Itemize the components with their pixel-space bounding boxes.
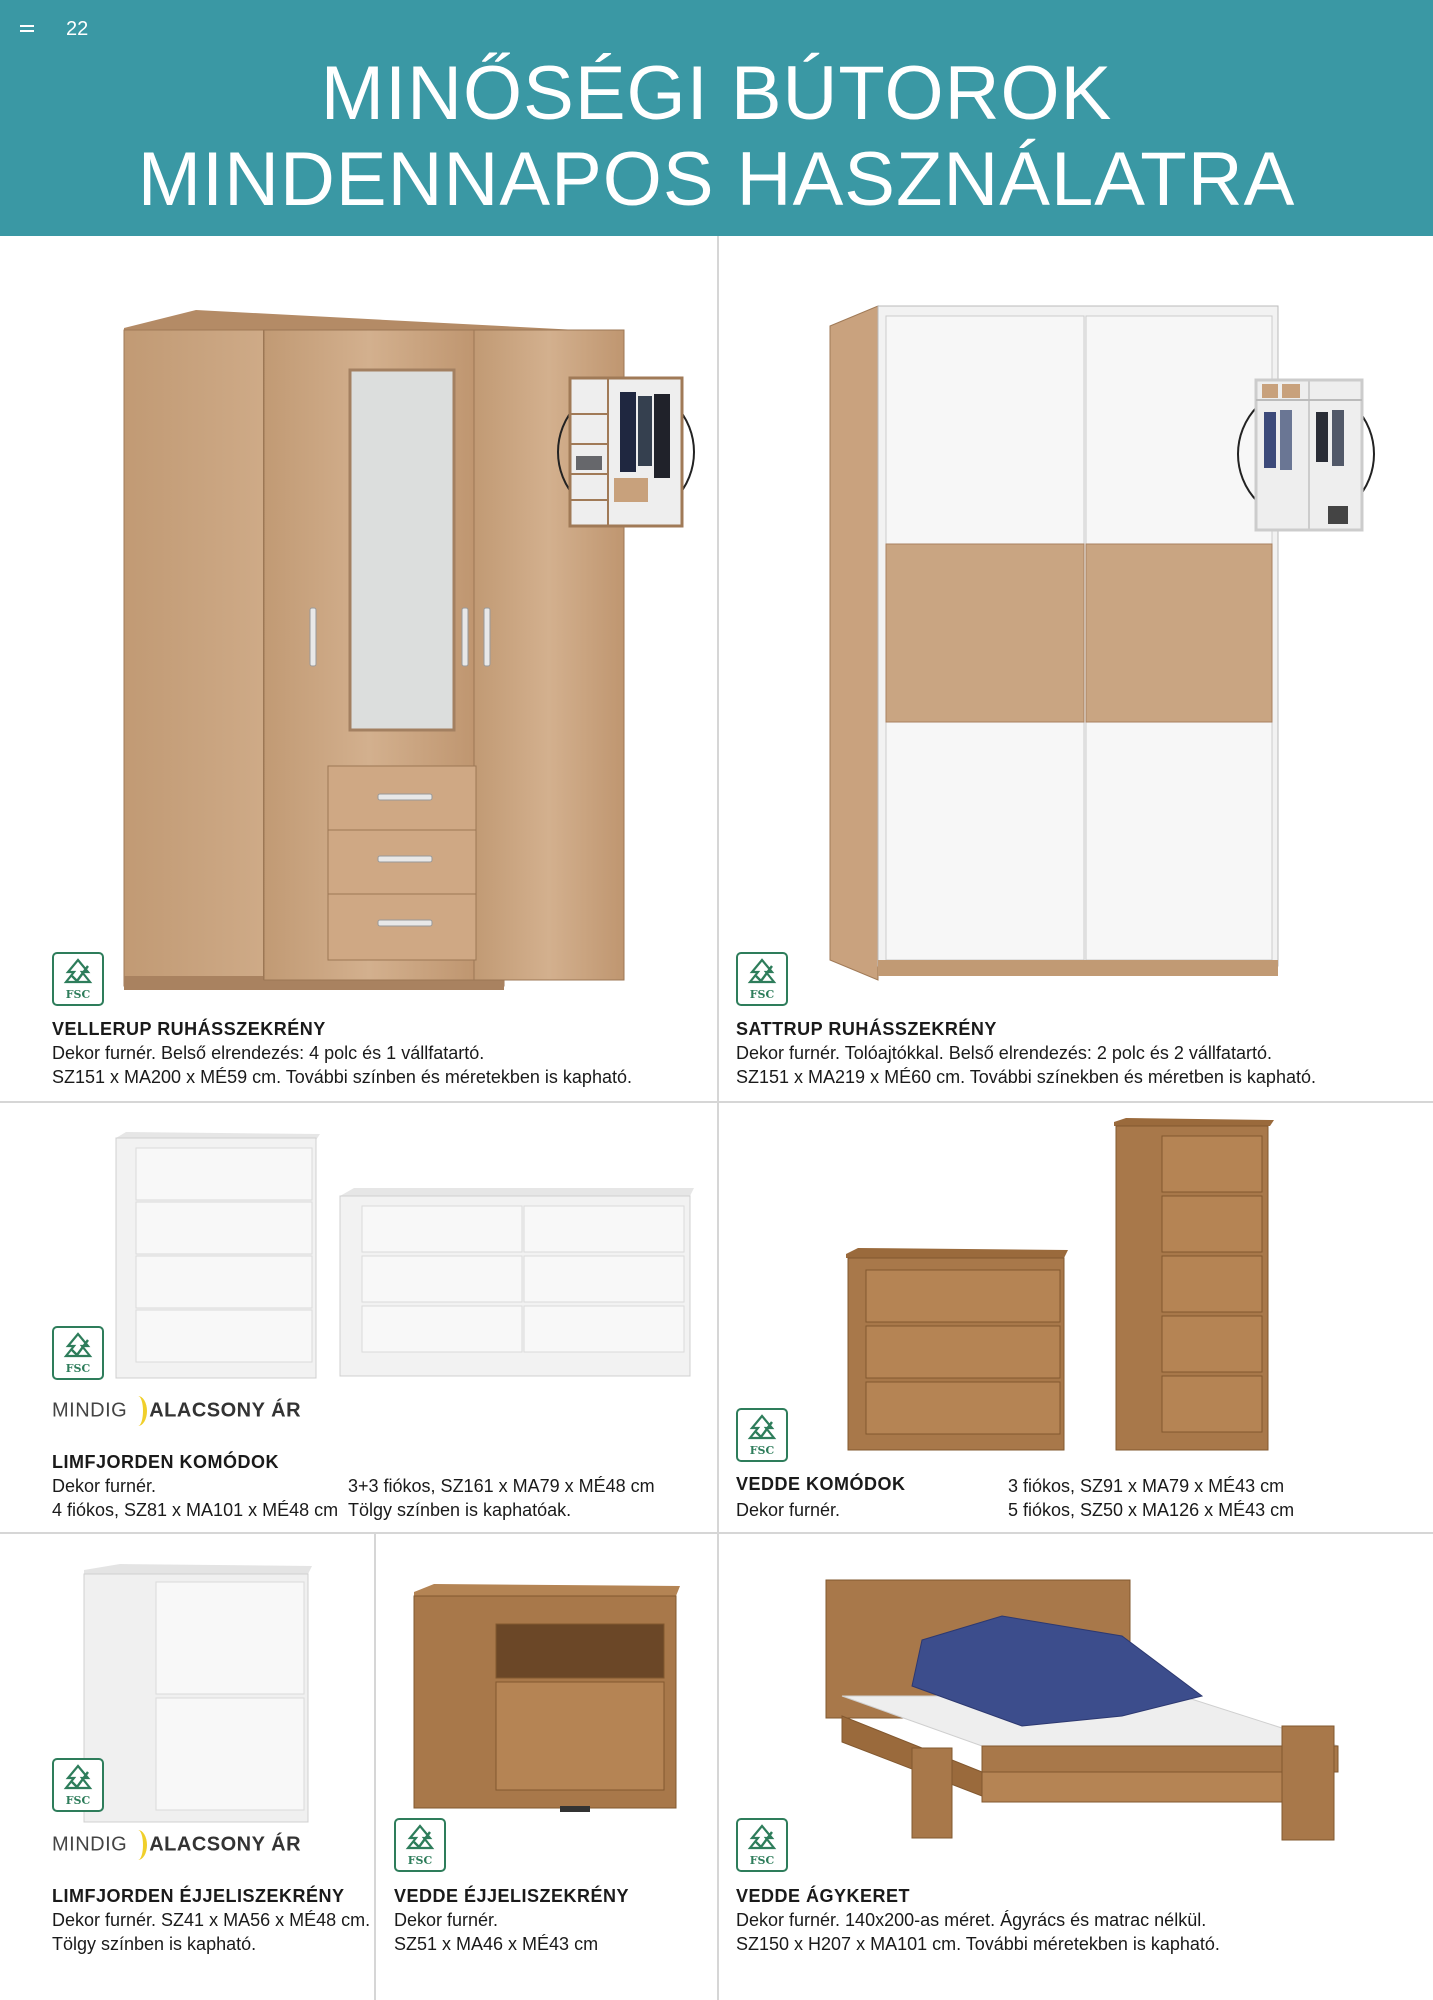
tree-check-icon (62, 1332, 94, 1362)
product-desc-vedde-agykeret-2: SZ150 x H207 x MA101 cm. További méretekben is kapható. (736, 1934, 1220, 1954)
fsc-logo-vellerup: FSC (52, 952, 104, 1006)
limfjorden-dresser-4-drawer-image (112, 1132, 324, 1382)
product-desc-limfjorden-ejjeli-2: Tölgy színben is kapható. (52, 1934, 257, 1954)
product-desc-vellerup-2: SZ151 x MA200 x MÉ59 cm. További színben és méretekben is kapható. (52, 1067, 632, 1087)
fsc-logo-vedde-komodok: FSC (736, 1408, 788, 1462)
product-desc-vedde-komodok-1: Dekor furnér. (736, 1500, 841, 1520)
mindig-alacsony-ar-badge-2: MINDIG ALACSONY ÁR (52, 1830, 301, 1860)
tree-check-icon (746, 1414, 778, 1444)
limfjorden-nightstand-image (80, 1564, 316, 1826)
product-desc-sattrup-2: SZ151 x MA219 x MÉ60 cm. További színekben és méretben is kapható. (736, 1067, 1316, 1087)
tree-check-icon (62, 958, 94, 988)
product-desc-limfjorden-komodok-2: 4 fiókos, SZ81 x MA101 x MÉ48 cm (52, 1500, 339, 1520)
page-title-line2: MINDENNAPOS HASZNÁLATRA (137, 137, 1296, 222)
badge-swoosh-icon (129, 1396, 147, 1426)
divider-vertical-center (717, 236, 719, 2000)
product-desc-limfjorden-komodok-3: 3+3 fiókos, SZ161 x MA79 x MÉ48 cm (348, 1476, 655, 1496)
fsc-logo-sattrup: FSC (736, 952, 788, 1006)
product-name-limfjorden-ejjeli: LIMFJORDEN ÉJJELISZEKRÉNY (52, 1886, 345, 1906)
product-desc-vellerup-1: Dekor furnér. Belső elrendezés: 4 polc és 1 vállfatartó. (52, 1043, 485, 1063)
product-desc-vedde-komodok-2: 3 fiókos, SZ91 x MA79 x MÉ43 cm (1008, 1476, 1285, 1496)
menu-icon[interactable] (20, 25, 34, 33)
page-header (0, 0, 1433, 236)
product-name-limfjorden-komodok: LIMFJORDEN KOMÓDOK (52, 1452, 279, 1472)
product-name-vedde-ejjeli: VEDDE ÉJJELISZEKRÉNY (394, 1886, 630, 1906)
fsc-logo-limfjorden-ejjeli: FSC (52, 1758, 104, 1812)
vedde-dresser-5-drawer-image (1112, 1118, 1276, 1454)
product-desc-vedde-ejjeli-2: SZ51 x MA46 x MÉ43 cm (394, 1934, 599, 1954)
page-number: 22 (66, 18, 89, 40)
divider-row2 (0, 1532, 1433, 1534)
product-desc-vedde-agykeret-1: Dekor furnér. 140x200-as méret. Ágyrács és matrac nélkül. (736, 1910, 1207, 1930)
product-name-vedde-komodok: VEDDE KOMÓDOK (736, 1474, 906, 1494)
product-desc-vedde-ejjeli-1: Dekor furnér. (394, 1910, 499, 1930)
sattrup-wardrobe-image (824, 300, 1294, 990)
fsc-logo-vedde-agykeret: FSC (736, 1818, 788, 1872)
vedde-nightstand-image (410, 1584, 686, 1814)
page-title-line1: MINŐSÉGI BÚTOROK (320, 51, 1113, 136)
fsc-logo-vedde-ejjeli: FSC (394, 1818, 446, 1872)
limfjorden-dresser-6-drawer-image (338, 1188, 698, 1380)
tree-check-icon (62, 1764, 94, 1794)
product-desc-limfjorden-komodok-1: Dekor furnér. (52, 1476, 157, 1496)
mindig-alacsony-ar-badge: MINDIG ALACSONY ÁR (52, 1396, 301, 1426)
vedde-bed-frame-image (822, 1576, 1342, 1846)
product-name-vedde-agykeret: VEDDE ÁGYKERET (736, 1886, 911, 1906)
vellerup-interior-inset (548, 374, 704, 530)
product-desc-sattrup-1: Dekor furnér. Tolóajtókkal. Belső elrendezés: 2 polc és 2 vállfatartó. (736, 1043, 1272, 1063)
divider-row1 (0, 1101, 1433, 1103)
divider-vertical-bottom-left (374, 1533, 376, 2000)
product-desc-limfjorden-komodok-4: Tölgy színben is kaphatóak. (348, 1500, 572, 1520)
product-desc-vedde-komodok-3: 5 fiókos, SZ50 x MA126 x MÉ43 cm (1008, 1500, 1295, 1520)
product-name-sattrup: SATTRUP RUHÁSSZEKRÉNY (736, 1019, 997, 1039)
tree-check-icon (404, 1824, 436, 1854)
vedde-dresser-3-drawer-image (844, 1248, 1070, 1454)
product-desc-limfjorden-ejjeli-1: Dekor furnér. SZ41 x MA56 x MÉ48 cm. (52, 1910, 371, 1930)
tree-check-icon (746, 1824, 778, 1854)
badge-swoosh-icon (129, 1830, 147, 1860)
product-name-vellerup: VELLERUP RUHÁSSZEKRÉNY (52, 1019, 326, 1039)
tree-check-icon (746, 958, 778, 988)
fsc-logo-limfjorden-komodok: FSC (52, 1326, 104, 1380)
sattrup-interior-inset (1232, 378, 1382, 534)
